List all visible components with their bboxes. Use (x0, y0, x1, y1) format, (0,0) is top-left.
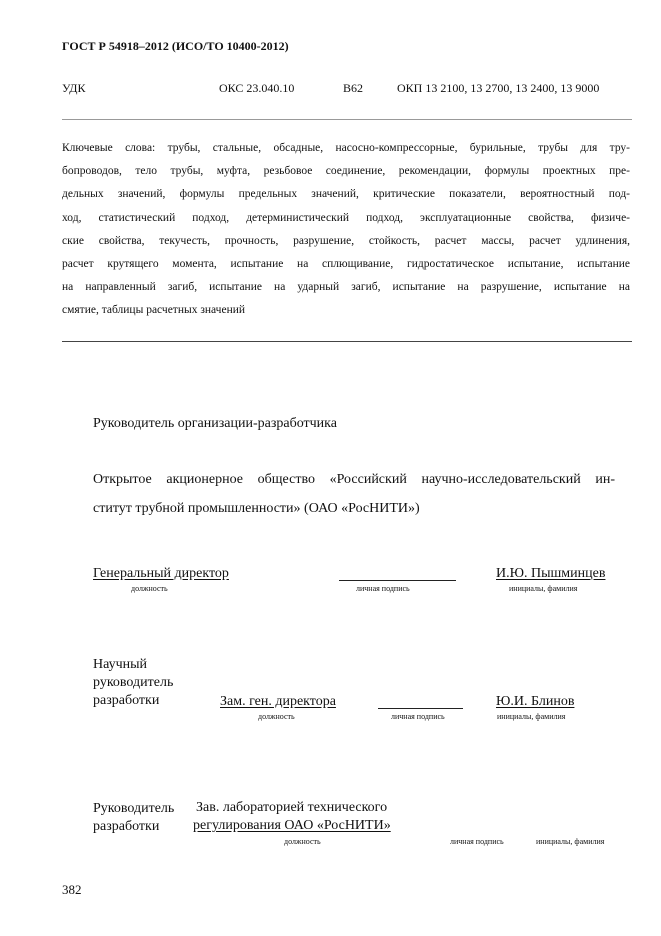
header-divider (62, 119, 632, 120)
keywords-line: бопроводов, тело трубы, муфта, резьбовое соединение, рекомендации, формулы проектных пре- (62, 165, 630, 178)
keywords-divider (62, 341, 632, 342)
okp-codes: ОКП 13 2100, 13 2700, 13 2400, 13 9000 (397, 81, 600, 95)
name-caption: инициалы, фамилия (536, 837, 605, 846)
keywords-line: смятие, таблицы расчетных значений (62, 304, 246, 317)
signatory-name: И.Ю. Пышминцев (496, 566, 606, 581)
keywords-block (62, 137, 630, 323)
organization-line: ститут трубной промышленности» (ОАО «РосНИТИ») (93, 501, 420, 516)
keywords-line: Ключевые слова: трубы, стальные, обсадные, насосно-компрессорные, бурильные, трубы для тру- (62, 142, 630, 154)
signature-caption: личная подпись (391, 712, 445, 721)
page-number: 382 (62, 882, 82, 897)
organization-line: Открытое акционерное общество «Российский научно-исследовательский ин- (93, 472, 615, 487)
position-caption: должность (131, 584, 168, 593)
position-caption: должность (258, 712, 295, 721)
name-caption: инициалы, фамилия (509, 584, 578, 593)
developer-head-label: Руководитель организации-разработчика (93, 416, 337, 431)
udk-label: УДК (62, 81, 86, 95)
development-lead-label: Руководитель разработки (93, 801, 175, 834)
oks-code: ОКС 23.040.10 (219, 81, 295, 95)
signature-line (378, 708, 463, 709)
signature-caption: личная подпись (450, 837, 504, 846)
signatory-name: Ю.И. Блинов (496, 694, 575, 709)
scientific-supervisor-label: Научный руководитель разработки (93, 657, 174, 708)
group-code: В62 (343, 81, 364, 95)
position-lab-head-line2: регулирования ОАО «РосНИТИ» (193, 818, 391, 833)
standard-title: ГОСТ Р 54918–2012 (ИСО/ТО 10400-2012) (62, 39, 289, 53)
keywords-line: на направленный загиб, испытание на ударный загиб, испытание на разрушение, испытание на (62, 281, 630, 294)
position-caption: должность (284, 837, 321, 846)
signature-caption: личная подпись (356, 584, 410, 593)
position-general-director: Генеральный директор (93, 566, 229, 581)
organization-name (93, 465, 615, 523)
signature-line (339, 580, 456, 581)
keywords-line: ские свойства, текучесть, прочность, разрушение, стойкость, расчет массы, расчет удлинения, (62, 234, 630, 247)
position-lab-head-line1: Зав. лабораторией технического (196, 800, 388, 815)
keywords-line: расчет крутящего момента, испытание на сплющивание, гидростатическое испытание, испытание (62, 258, 630, 271)
keywords-line: дельных значений, формулы предельных значений, критические показатели, вероятностный под- (62, 188, 630, 201)
name-caption: инициалы, фамилия (497, 712, 566, 721)
position-deputy-director: Зам. ген. директора (220, 694, 336, 709)
keywords-line: ход, статистический подход, детерминистический подход, эксплуатационные свойства, физиче- (62, 211, 630, 224)
